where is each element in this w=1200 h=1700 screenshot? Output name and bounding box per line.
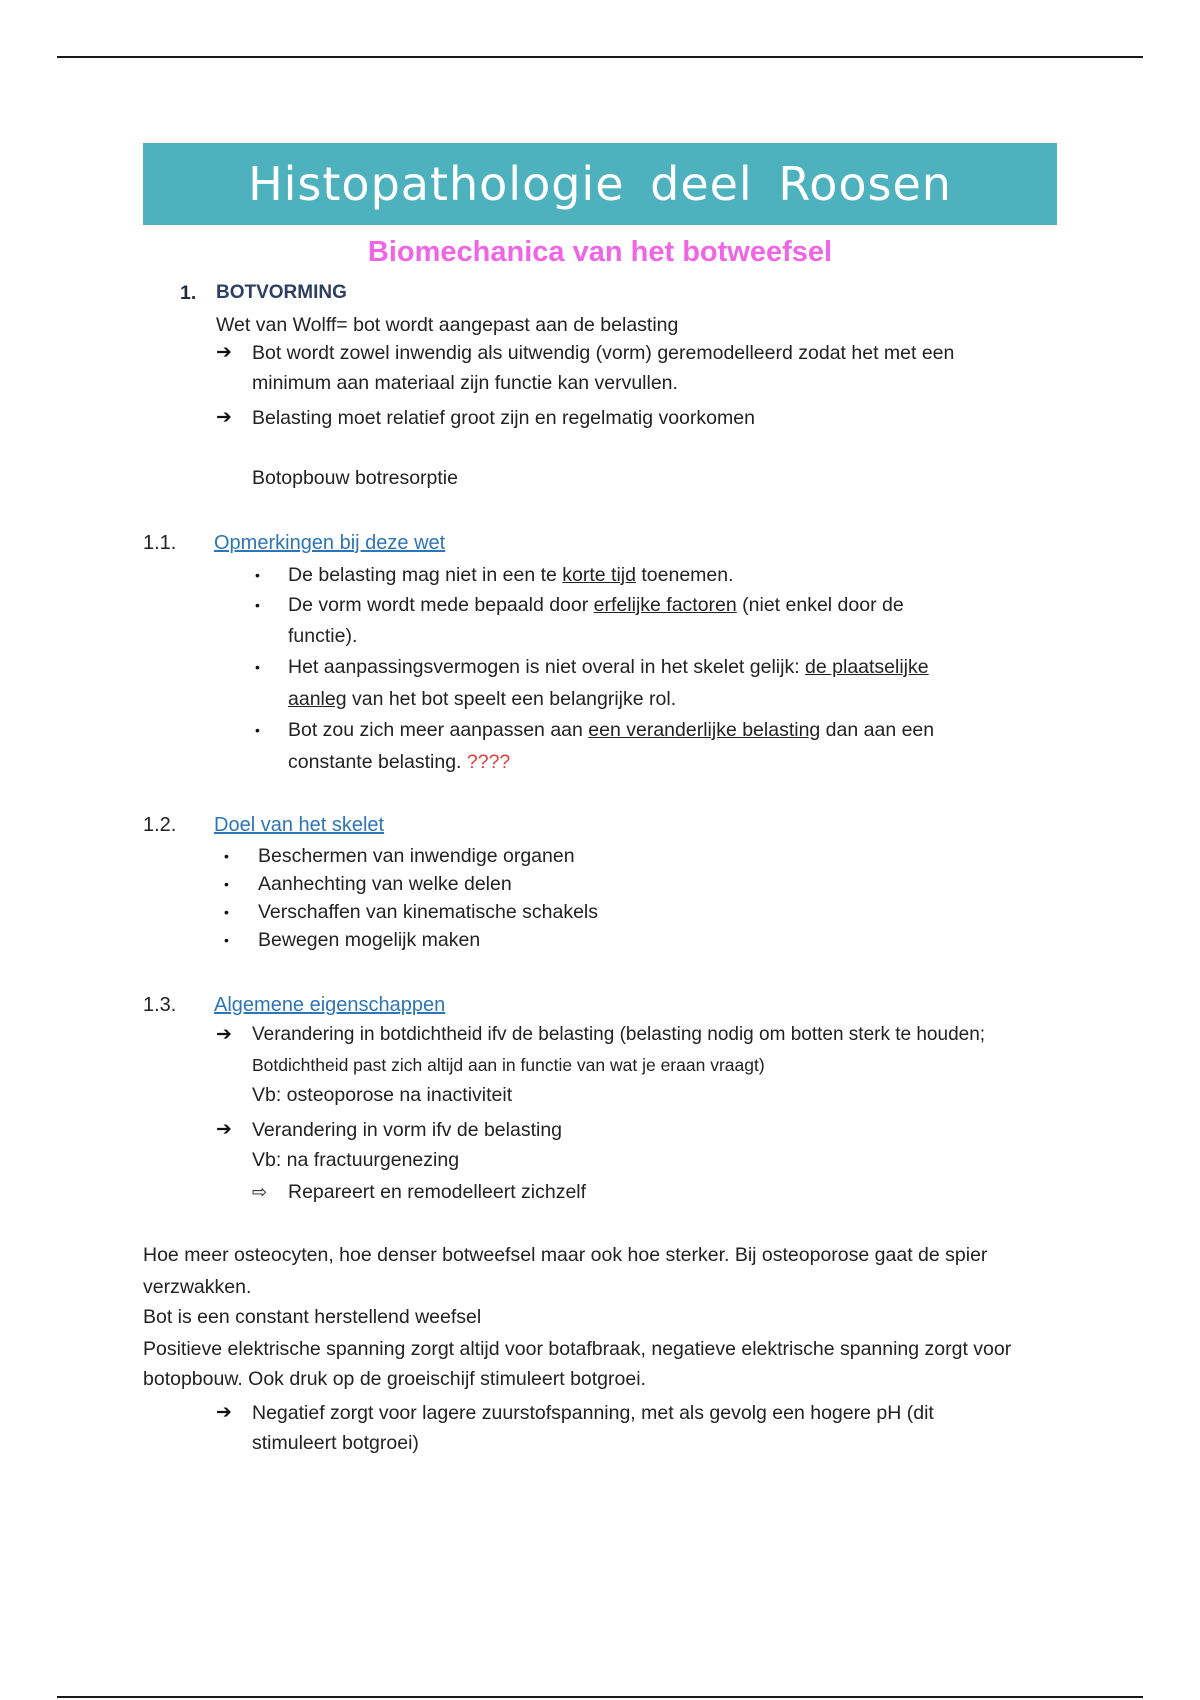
- bullet-icon: •: [255, 722, 260, 738]
- paragraph-cont: verzwakken.: [143, 1276, 252, 1298]
- subsection-heading: Doel van het skelet: [214, 814, 385, 836]
- list-item: Bot zou zich meer aanpassen aan een veranderlijke belasting dan aan een: [288, 719, 935, 741]
- banner-title: Histopathologie deel Roosen: [143, 143, 1057, 225]
- example-text: Vb: na fractuurgenezing: [252, 1149, 460, 1171]
- bullet-icon: •: [224, 904, 229, 920]
- paragraph: Hoe meer osteocyten, hoe denser botweefsel maar ook hoe sterker. Bij osteoporose gaat de spier: [143, 1244, 988, 1266]
- subsection-heading: Algemene eigenschappen: [214, 994, 446, 1016]
- list-item-cont: constante belasting. ????: [288, 751, 511, 773]
- hollow-arrow-icon: ⇨: [252, 1182, 268, 1202]
- bone-terms: Botopbouw botresorptie: [252, 467, 458, 489]
- bullet-icon: •: [224, 848, 229, 864]
- arrow-text: Verandering in botdichtheid ifv de belasting (belasting nodig om botten sterk te houden;: [252, 1024, 986, 1045]
- section-heading: BOTVORMING: [216, 282, 347, 303]
- top-rule: [57, 56, 1143, 58]
- list-item-cont: functie).: [288, 625, 358, 647]
- sub-arrow-text: Repareert en remodelleert zichzelf: [288, 1181, 587, 1203]
- list-item: Bewegen mogelijk maken: [258, 929, 481, 951]
- list-item-cont: aanleg van het bot speelt een belangrijke rol.: [288, 688, 677, 710]
- arrow-text: Negatief zorgt voor lagere zuurstofspanning, met als gevolg een hogere pH (dit: [252, 1402, 934, 1424]
- list-item: Aanhechting van welke delen: [258, 873, 512, 895]
- arrow-text-cont: minimum aan materiaal zijn functie kan vervullen.: [252, 372, 678, 394]
- list-item: Het aanpassingsvermogen is niet overal in het skelet gelijk: de plaatselijke: [288, 656, 929, 678]
- arrow-text-cont: Botdichtheid past zich altijd aan in functie van wat je eraan vraagt): [252, 1055, 765, 1075]
- bullet-icon: •: [255, 597, 260, 613]
- list-item: Beschermen van inwendige organen: [258, 845, 575, 867]
- list-item: De belasting mag niet in een te korte tijd toenemen.: [288, 564, 734, 586]
- section-number: 1.: [180, 282, 197, 304]
- paragraph: Bot is een constant herstellend weefsel: [143, 1306, 482, 1328]
- example-text: Vb: osteoporose na inactiviteit: [252, 1084, 513, 1106]
- bullet-icon: •: [255, 567, 260, 583]
- arrow-icon: ➔: [216, 1402, 232, 1423]
- question-marks: ????: [466, 751, 511, 773]
- subsection-number: 1.1.: [143, 532, 177, 554]
- paragraph: Positieve elektrische spanning zorgt altijd voor botafbraak, negatieve elektrische spanning zorgt voor: [143, 1338, 1012, 1360]
- list-item: De vorm wordt mede bepaald door erfelijke factoren (niet enkel door de: [288, 594, 904, 616]
- subsection-heading: Opmerkingen bij deze wet: [214, 532, 446, 554]
- law-statement: Wet van Wolff= bot wordt aangepast aan de belasting: [216, 314, 679, 336]
- paragraph-cont: botopbouw. Ook druk op de groeischijf stimuleert botgroei.: [143, 1368, 646, 1390]
- list-item: Verschaffen van kinematische schakels: [258, 901, 598, 923]
- arrow-icon: ➔: [216, 407, 232, 428]
- bullet-icon: •: [224, 932, 229, 948]
- arrow-text: Bot wordt zowel inwendig als uitwendig (vorm) geremodelleerd zodat het met een: [252, 342, 955, 364]
- subsection-number: 1.3.: [143, 994, 177, 1016]
- arrow-icon: ➔: [216, 1119, 232, 1140]
- bullet-icon: •: [255, 659, 260, 675]
- subtitle: Biomechanica van het botweefsel: [367, 236, 833, 268]
- arrow-icon: ➔: [216, 1024, 232, 1045]
- arrow-icon: ➔: [216, 342, 232, 363]
- subsection-number: 1.2.: [143, 814, 177, 836]
- arrow-text: Belasting moet relatief groot zijn en regelmatig voorkomen: [252, 407, 755, 429]
- bottom-rule: [57, 1696, 1143, 1698]
- bullet-icon: •: [224, 876, 229, 892]
- arrow-text: Verandering in vorm ifv de belasting: [252, 1119, 563, 1141]
- arrow-text-cont: stimuleert botgroei): [252, 1432, 419, 1454]
